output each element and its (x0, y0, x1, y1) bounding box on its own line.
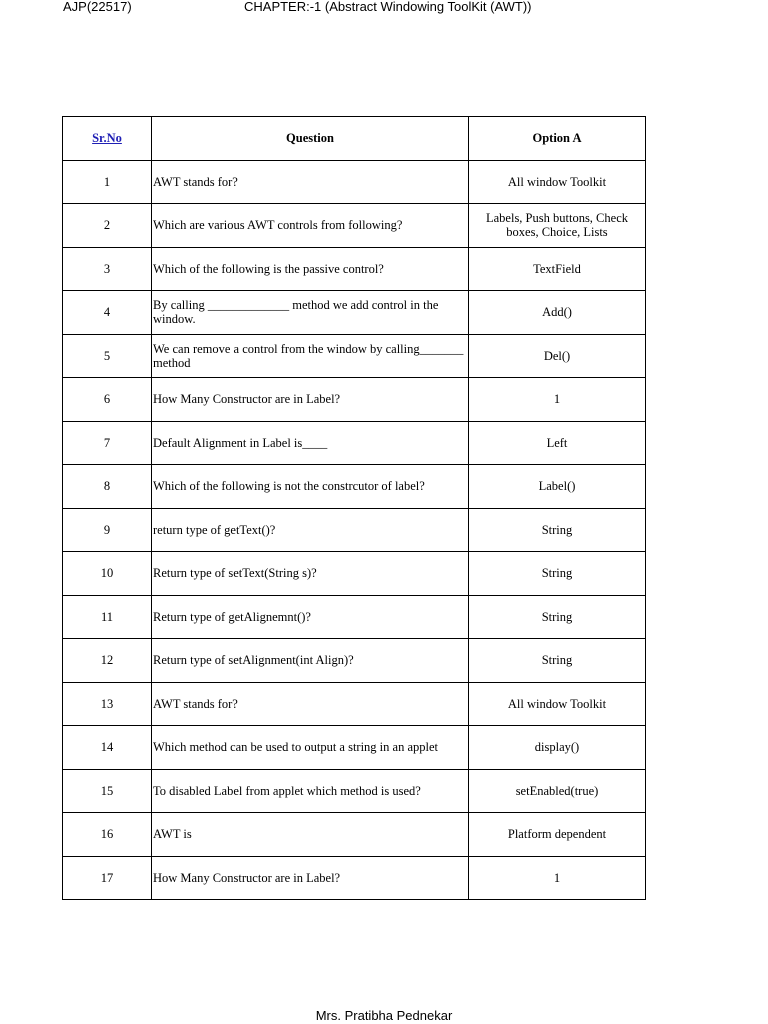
table-row (63, 508, 646, 552)
table-row (63, 247, 646, 291)
table-row (63, 639, 646, 683)
header-course-code: AJP(22517) (63, 0, 132, 14)
cell-question: Which of the following is not the constrcutor of label? (152, 465, 469, 509)
cell-question: Which method can be used to output a string in an applet (152, 726, 469, 770)
cell-option-a: String (469, 552, 646, 596)
cell-option-a: All window Toolkit (469, 160, 646, 204)
cell-question: By calling _____________ method we add control in the window. (152, 291, 469, 335)
cell-option-a: Labels, Push buttons, Check boxes, Choice, Lists (469, 204, 646, 248)
question-table (62, 116, 646, 900)
table-row (63, 421, 646, 465)
cell-question: Which of the following is the passive control? (152, 247, 469, 291)
cell-option-a: Add() (469, 291, 646, 335)
table-row (63, 682, 646, 726)
cell-srno: 3 (63, 247, 152, 291)
cell-option-a: String (469, 639, 646, 683)
cell-question: How Many Constructor are in Label? (152, 856, 469, 900)
cell-srno: 1 (63, 160, 152, 204)
cell-srno: 6 (63, 378, 152, 422)
cell-question: Return type of getAlignemnt()? (152, 595, 469, 639)
cell-option-a: 1 (469, 856, 646, 900)
cell-option-a: display() (469, 726, 646, 770)
column-header-option-a: Option A (469, 117, 646, 161)
table-row (63, 378, 646, 422)
table-row (63, 291, 646, 335)
cell-srno: 8 (63, 465, 152, 509)
column-header-srno[interactable] (63, 117, 152, 161)
table-row (63, 769, 646, 813)
cell-srno: 15 (63, 769, 152, 813)
table-row (63, 856, 646, 900)
table-row (63, 726, 646, 770)
cell-option-a: Label() (469, 465, 646, 509)
cell-option-a: 1 (469, 378, 646, 422)
table-row (63, 552, 646, 596)
column-header-question: Question (152, 117, 469, 161)
cell-option-a: All window Toolkit (469, 682, 646, 726)
cell-srno: 10 (63, 552, 152, 596)
cell-srno: 16 (63, 813, 152, 857)
cell-option-a: Platform dependent (469, 813, 646, 857)
cell-option-a: setEnabled(true) (469, 769, 646, 813)
cell-srno: 2 (63, 204, 152, 248)
cell-srno: 12 (63, 639, 152, 683)
table-row (63, 813, 646, 857)
cell-srno: 5 (63, 334, 152, 378)
cell-question: Which are various AWT controls from following? (152, 204, 469, 248)
table-header-row (63, 117, 646, 161)
cell-srno: 4 (63, 291, 152, 335)
cell-question: AWT stands for? (152, 160, 469, 204)
cell-srno: 9 (63, 508, 152, 552)
cell-option-a: Left (469, 421, 646, 465)
cell-option-a: String (469, 595, 646, 639)
cell-srno: 14 (63, 726, 152, 770)
cell-srno: 17 (63, 856, 152, 900)
table-row (63, 595, 646, 639)
table-row (63, 204, 646, 248)
footer-author: Mrs. Pratibha Pednekar (315, 1008, 453, 1023)
cell-question: Default Alignment in Label is____ (152, 421, 469, 465)
table-body (63, 160, 646, 900)
cell-srno: 7 (63, 421, 152, 465)
cell-question: To disabled Label from applet which method is used? (152, 769, 469, 813)
cell-question: AWT stands for? (152, 682, 469, 726)
header-chapter-title: CHAPTER:-1 (Abstract Windowing ToolKit (AWT)) (244, 0, 532, 14)
table-row (63, 160, 646, 204)
cell-srno: 13 (63, 682, 152, 726)
srno-header-link[interactable]: Sr.No (92, 131, 122, 146)
cell-question: AWT is (152, 813, 469, 857)
table-row (63, 334, 646, 378)
cell-option-a: Del() (469, 334, 646, 378)
cell-question: Return type of setText(String s)? (152, 552, 469, 596)
table-row (63, 465, 646, 509)
cell-question: return type of getText()? (152, 508, 469, 552)
cell-option-a: TextField (469, 247, 646, 291)
cell-srno: 11 (63, 595, 152, 639)
cell-question: How Many Constructor are in Label? (152, 378, 469, 422)
cell-option-a: String (469, 508, 646, 552)
cell-question: We can remove a control from the window by calling_______ method (152, 334, 469, 378)
cell-question: Return type of setAlignment(int Align)? (152, 639, 469, 683)
